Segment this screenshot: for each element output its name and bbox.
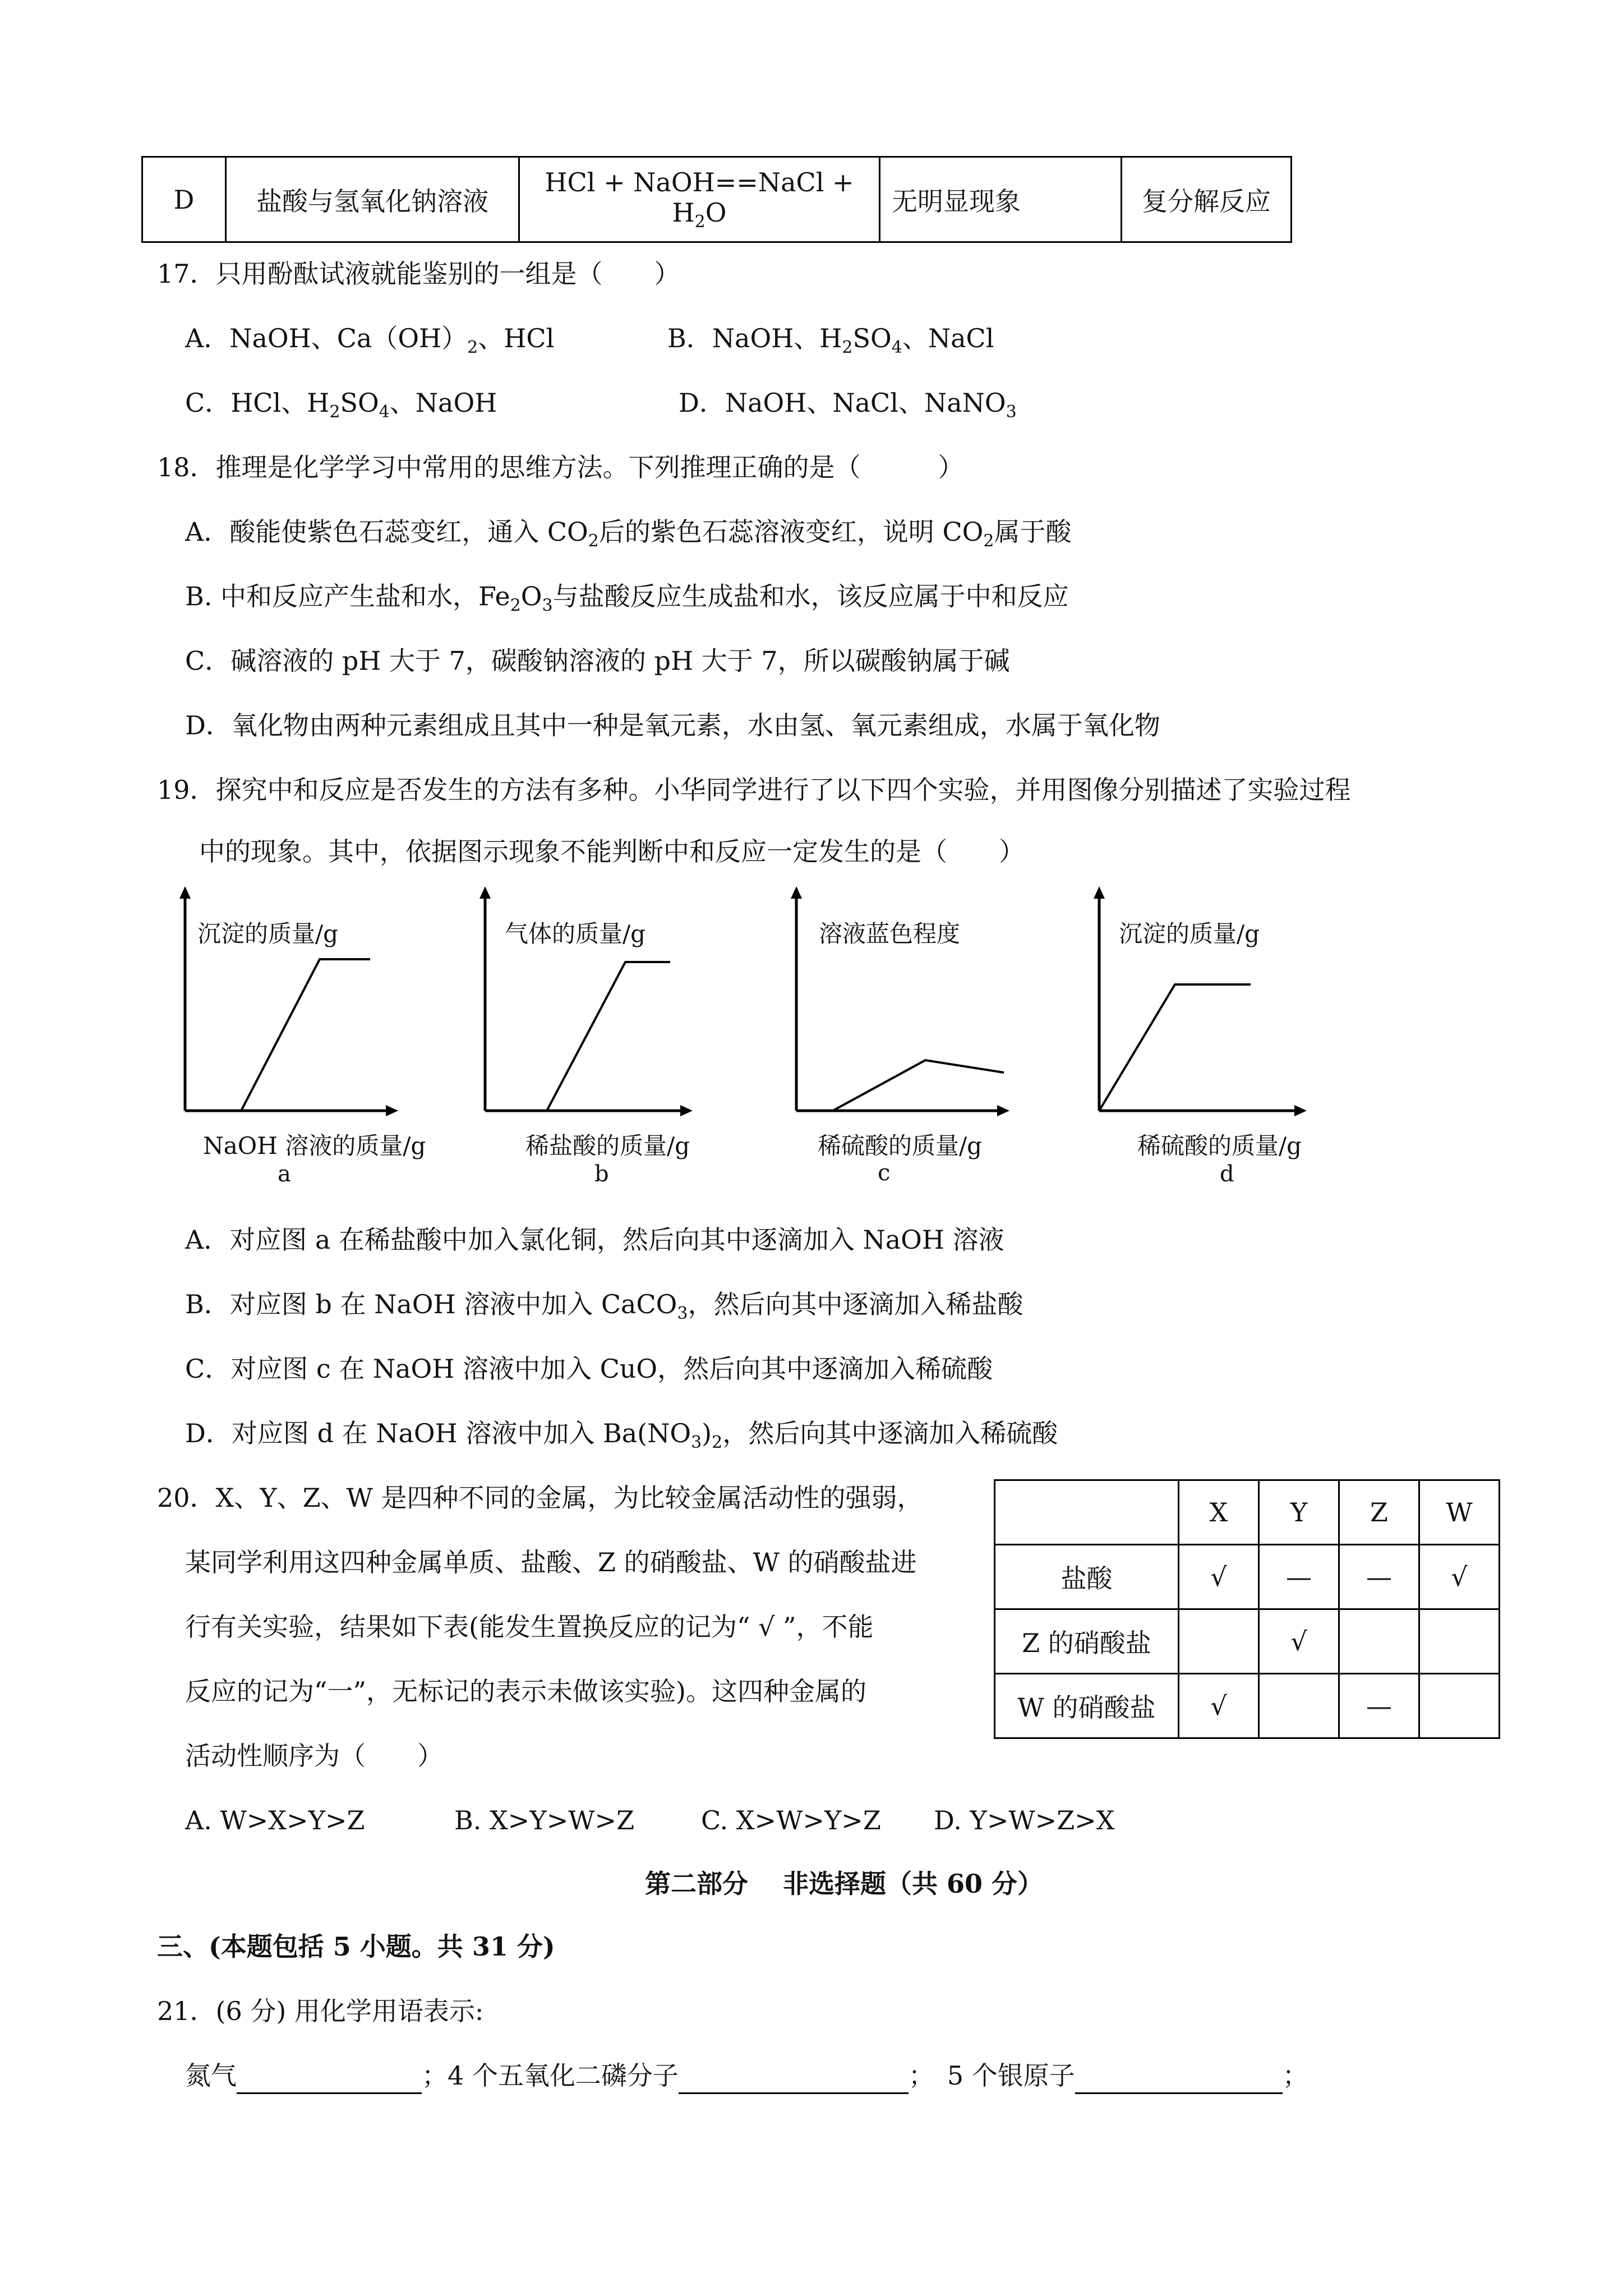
table-cell: D bbox=[142, 157, 226, 242]
question-19-stem-line1: 19．探究中和反应是否发生的方法有多种。小华同学进行了以下四个实验，并用图像分别描述了实验过程 bbox=[157, 775, 1351, 805]
graph-d-caption: d bbox=[1220, 1161, 1234, 1187]
question-21-stem: 21．(6 分) 用化学用语表示: bbox=[157, 1996, 484, 2026]
q20-option-a: A. W>X>Y>Z bbox=[185, 1805, 365, 1835]
table-cell: HCl + NaOH==NaCl + $H_2O$ bbox=[519, 157, 880, 242]
table-header-row bbox=[995, 1480, 1500, 1545]
table-header-cell: Z bbox=[1339, 1480, 1419, 1545]
graph-a-ylabel: 沉淀的质量/g bbox=[197, 920, 339, 947]
part-two-title: 第二部分 非选择题（共 60 分） bbox=[645, 1869, 1044, 1899]
q18-option-d: D．氧化物由两种元素组成且其中一种是氧元素，水由氢、氧元素组成，水属于氧化物 bbox=[185, 710, 1160, 740]
q18-option-b: B. 中和反应产生盐和水，$Fe_2O_3$与盐酸反应生成盐和水，该反应属于中和反应 bbox=[185, 581, 1069, 615]
q20-line2: 某同学利用这四种金属单质、盐酸、Z 的硝酸盐、W 的硝酸盐进 bbox=[185, 1547, 917, 1577]
question-19-stem-line2: 中的现象。其中，依据图示现象不能判断中和反应一定发生的是（ ） bbox=[199, 836, 1025, 867]
table-row bbox=[142, 157, 1292, 242]
graph-c-xlabel: 稀硫酸的质量/g bbox=[818, 1132, 983, 1159]
q20-line5: 活动性顺序为（ ） bbox=[185, 1741, 443, 1771]
graph-b-curve bbox=[547, 962, 670, 1111]
table-header-cell bbox=[995, 1480, 1179, 1545]
q19-option-b: B．对应图 b 在 NaOH 溶液中加入 CaCO$_3$，然后向其中逐滴加入稀盐酸 bbox=[185, 1289, 1023, 1323]
table-cell bbox=[1179, 1609, 1259, 1674]
graph-c-curve bbox=[833, 1060, 1004, 1111]
table-header-cell: Y bbox=[1259, 1480, 1339, 1545]
graph-d-xlabel: 稀硫酸的质量/g bbox=[1137, 1132, 1302, 1159]
q21-item-nitrogen: 氮气 bbox=[185, 2060, 237, 2091]
table-cell: — bbox=[1339, 1674, 1419, 1738]
q17-option-b: B．NaOH、$H_2SO_4$、NaCl bbox=[667, 323, 994, 357]
graph-b-ylabel: 气体的质量/g bbox=[505, 920, 646, 947]
graph-b-xlabel: 稀盐酸的质量/g bbox=[525, 1132, 690, 1159]
table-row bbox=[995, 1545, 1500, 1609]
table-header-cell: W bbox=[1419, 1480, 1500, 1545]
graph-b bbox=[463, 886, 709, 1214]
q17-option-a: A．NaOH、$Ca(OH)_2$、HCl bbox=[185, 323, 555, 357]
q20-line4: 反应的记为“一”，无标记的表示未做该实验)。这四种金属的 bbox=[185, 1676, 866, 1706]
q20-line1: 20．X、Y、Z、W 是四种不同的金属，为比较金属活动性的强弱， bbox=[157, 1483, 923, 1513]
q19-option-c: C．对应图 c 在 NaOH 溶液中加入 CuO，然后向其中逐滴加入稀硫酸 bbox=[185, 1354, 993, 1384]
table-cell: — bbox=[1259, 1545, 1339, 1609]
table-cell: √ bbox=[1179, 1674, 1259, 1738]
question-17-stem: 17．只用酚酞试液就能鉴别的一组是（ ） bbox=[157, 259, 680, 289]
table-cell: 无明显现象 bbox=[880, 157, 1122, 242]
q20-line3: 行有关实验，结果如下表(能发生置换反应的记为“ √ ”，不能 bbox=[185, 1612, 874, 1642]
graph-c-ylabel: 溶液蓝色程度 bbox=[819, 920, 961, 947]
q20-result-table bbox=[994, 1479, 1500, 1739]
table-cell bbox=[1339, 1609, 1419, 1674]
table-cell: 盐酸与氢氧化钠溶液 bbox=[226, 157, 519, 242]
graph-a-curve bbox=[241, 959, 370, 1111]
graph-a bbox=[163, 886, 426, 1214]
top-table bbox=[141, 156, 1292, 243]
q20-option-b: B. X>Y>W>Z bbox=[454, 1805, 635, 1835]
table-cell: W 的硝酸盐 bbox=[995, 1674, 1179, 1738]
answer-blank-2[interactable] bbox=[679, 2059, 909, 2094]
section-three-heading: 三、(本题包括 5 小题。共 31 分) bbox=[157, 1931, 555, 1962]
q18-option-c: C．碱溶液的 pH 大于 7，碳酸钠溶液的 pH 大于 7，所以碳酸钠属于碱 bbox=[185, 646, 1010, 676]
q20-option-c: C. X>W>Y>Z bbox=[701, 1805, 881, 1835]
q17-option-c: C．HCl、$H_2SO_4$、NaOH bbox=[185, 388, 497, 422]
question-18-stem: 18．推理是化学学习中常用的思维方法。下列推理正确的是（ ） bbox=[157, 452, 964, 482]
q19-option-d: D．对应图 d 在 NaOH 溶液中加入 $Ba(NO_3)_2$，然后向其中逐滴加入稀硫酸 bbox=[185, 1418, 1058, 1452]
table-row bbox=[995, 1609, 1500, 1674]
q21-end: ； bbox=[1282, 2060, 1308, 2091]
q19-option-a: A．对应图 a 在稀盐酸中加入氯化铜，然后向其中逐滴加入 NaOH 溶液 bbox=[185, 1225, 1004, 1255]
table-cell: √ bbox=[1419, 1545, 1500, 1609]
answer-blank-3[interactable] bbox=[1075, 2059, 1283, 2094]
graph-d-ylabel: 沉淀的质量/g bbox=[1119, 920, 1260, 947]
table-cell: 复分解反应 bbox=[1122, 157, 1292, 242]
table-cell: √ bbox=[1259, 1609, 1339, 1674]
table-cell bbox=[1419, 1609, 1500, 1674]
table-cell: √ bbox=[1179, 1545, 1259, 1609]
q21-item-p2o5: ；4 个五氧化二磷分子 bbox=[422, 2060, 679, 2091]
q17-option-d: D．NaOH、NaCl、NaNO$_3$ bbox=[679, 388, 1017, 422]
graph-d bbox=[1077, 886, 1324, 1214]
q21-answer-line bbox=[185, 2059, 1308, 2094]
table-header-cell: X bbox=[1179, 1480, 1259, 1545]
q18-option-a: A．酸能使紫色石蕊变红，通入 $CO_2$后的紫色石蕊溶液变红，说明 $CO_2$属于酸 bbox=[185, 517, 1072, 551]
graph-c-caption: c bbox=[878, 1160, 891, 1186]
table-cell bbox=[1259, 1674, 1339, 1738]
graph-a-caption: a bbox=[278, 1161, 291, 1187]
q21-item-silver: ； 5 个银原子 bbox=[908, 2060, 1075, 2091]
graph-c bbox=[774, 886, 1021, 1214]
q20-option-d: D. Y>W>Z>X bbox=[934, 1805, 1115, 1835]
table-cell: 盐酸 bbox=[995, 1545, 1179, 1609]
table-row bbox=[995, 1674, 1500, 1738]
answer-blank-1[interactable] bbox=[237, 2059, 422, 2094]
graph-a-xlabel: NaOH 溶液的质量/g bbox=[203, 1132, 426, 1159]
table-cell: — bbox=[1339, 1545, 1419, 1609]
graph-d-curve bbox=[1099, 984, 1251, 1111]
table-cell: Z 的硝酸盐 bbox=[995, 1609, 1179, 1674]
table-cell bbox=[1419, 1674, 1500, 1738]
graph-b-caption: b bbox=[594, 1161, 609, 1187]
